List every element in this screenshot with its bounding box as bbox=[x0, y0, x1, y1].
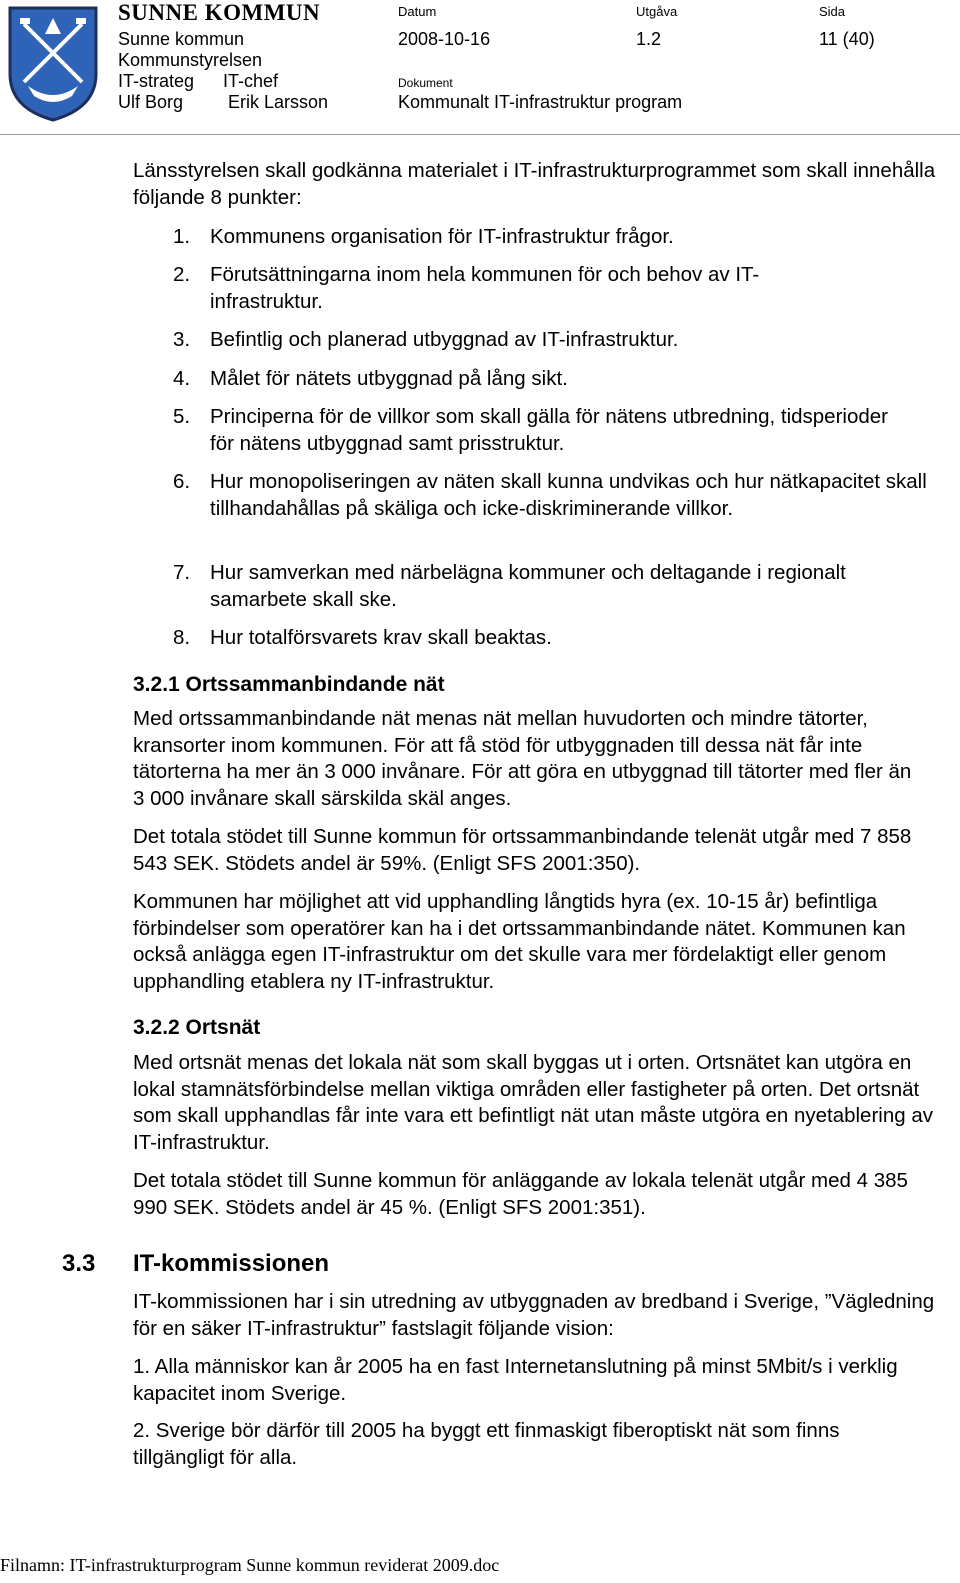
section-heading-3-2-2: 3.2.2 Ortsnät bbox=[133, 1016, 261, 1039]
person-ulf-borg: Ulf Borg bbox=[118, 92, 184, 112]
list-number: 4. bbox=[173, 367, 191, 390]
document-label: Dokument bbox=[398, 76, 453, 90]
municipality-crest-logo bbox=[6, 4, 100, 122]
section-title-3-3: IT-kommissionen bbox=[133, 1250, 330, 1277]
section-3-2-1-paragraph-2: Det totala stödet till Sunne kommun för ortssammanbindande telenät utgår med 7 858 543 SEK. Stödets andel är 59%. (Enligt SFS 2001:350). bbox=[133, 825, 912, 875]
footer-filename: Filnamn: IT-infrastrukturprogram Sunne kommun reviderat 2009.doc bbox=[0, 1555, 500, 1575]
role-it-chef: IT-chef bbox=[223, 71, 279, 91]
page-value: 11 (40) bbox=[819, 29, 875, 49]
list-text: Principerna för de villkor som skall gälla för nätens utbredning, tidsperioder för nätens utbyggnad samt prisstruktur. bbox=[210, 405, 888, 455]
date-value: 2008-10-16 bbox=[398, 29, 491, 49]
section-number-3-3: 3.3 bbox=[62, 1250, 96, 1277]
section-3-3-paragraph-1: IT-kommissionen har i sin utredning av utbyggnaden av bredband i Sverige, ”Vägledning för en säker IT-infrastruktur” fastslagit följande vision: bbox=[133, 1290, 935, 1340]
list-number: 2. bbox=[173, 263, 191, 286]
list-text: Hur totalförsvarets krav skall beaktas. bbox=[210, 626, 552, 649]
person-erik-larsson: Erik Larsson bbox=[228, 92, 329, 112]
list-text: Förutsättningarna inom hela kommunen för och behov av IT-infrastruktur. bbox=[210, 263, 760, 313]
document-value: Kommunalt IT-infrastruktur program bbox=[398, 92, 683, 112]
org-name: Sunne kommun bbox=[118, 29, 245, 49]
list-number: 5. bbox=[173, 405, 191, 428]
section-3-2-1-paragraph-3: Kommunen har möjlighet att vid upphandling långtids hyra (ex. 10-15 år) befintliga förbindelser som operatörer kan ha i det ortssammanbindande nätet. Kommunen kan också anlägga egen IT-infrastruktur om det skulle vara mer fördelaktigt eller genom upphandling etablera ny IT-infrastruktur. bbox=[133, 890, 906, 993]
list-text: Hur monopoliseringen av näten skall kunna undvikas och hur nätkapacitet skall tillhandahållas på skäliga och icke-diskriminerande villkor. bbox=[210, 470, 927, 520]
page-label: Sida bbox=[819, 4, 846, 19]
date-label: Datum bbox=[398, 4, 437, 19]
intro-paragraph: Länsstyrelsen skall godkänna materialet i IT-infrastrukturprogrammet som skall innehålla följande 8 punkter: bbox=[133, 159, 936, 209]
section-heading-3-2-1: 3.2.1 Ortssammanbindande nät bbox=[133, 673, 445, 696]
section-3-3-paragraph-2: 1. Alla människor kan år 2005 ha en fast Internetanslutning på minst 5Mbit/s i verklig kapacitet inom Sverige. bbox=[133, 1355, 898, 1405]
version-value: 1.2 bbox=[636, 29, 662, 49]
list-number: 3. bbox=[173, 328, 191, 351]
role-it-strateg: IT-strateg bbox=[118, 71, 195, 91]
list-number: 8. bbox=[173, 626, 191, 649]
version-label: Utgåva bbox=[636, 4, 678, 19]
section-3-2-1-paragraph-1: Med ortssammanbindande nät menas nät mellan huvudorten och mindre tätorter, kransorter inom kommunen. För att få stöd för utbyggnaden till dessa nät får inte tätorterna ha mer än 3 000 invånare. För att göra en utbyggnad till tätorter med fler än 3 000 invånare skall särskilda skäl anges. bbox=[133, 707, 912, 810]
header-divider bbox=[0, 134, 960, 135]
org-title: SUNNE KOMMUN bbox=[118, 0, 321, 25]
section-3-2-2-paragraph-2: Det totala stödet till Sunne kommun för anläggande av lokala telenät utgår med 4 385 990 SEK. Stödets andel är 45 %. (Enligt SFS 2001:351). bbox=[133, 1169, 908, 1219]
list-number: 7. bbox=[173, 561, 191, 584]
list-number: 6. bbox=[173, 470, 191, 493]
board-name: Kommunstyrelsen bbox=[118, 50, 263, 70]
list-text: Hur samverkan med närbelägna kommuner och deltagande i regionalt samarbete skall ske. bbox=[210, 561, 846, 611]
list-text: Befintlig och planerad utbyggnad av IT-infrastruktur. bbox=[210, 328, 679, 351]
section-3-2-2-paragraph-1: Med ortsnät menas det lokala nät som skall byggas ut i orten. Ortsnätet kan utgöra en lokal stamnätsförbindelse mellan viktiga områden eller fastigheter på orten. Det ortsnät som skall upphandlas får inte vara ett befintligt nät utan måste utgöra en nyetablering av IT-infrastruktur. bbox=[133, 1051, 933, 1154]
list-number: 1. bbox=[173, 225, 191, 248]
list-text: Kommunens organisation för IT-infrastruktur frågor. bbox=[210, 225, 674, 248]
list-text: Målet för nätets utbyggnad på lång sikt. bbox=[210, 367, 568, 390]
section-3-3-paragraph-3: 2. Sverige bör därför till 2005 ha byggt ett finmaskigt fiberoptiskt nät som finns tillgängligt för alla. bbox=[133, 1419, 840, 1469]
